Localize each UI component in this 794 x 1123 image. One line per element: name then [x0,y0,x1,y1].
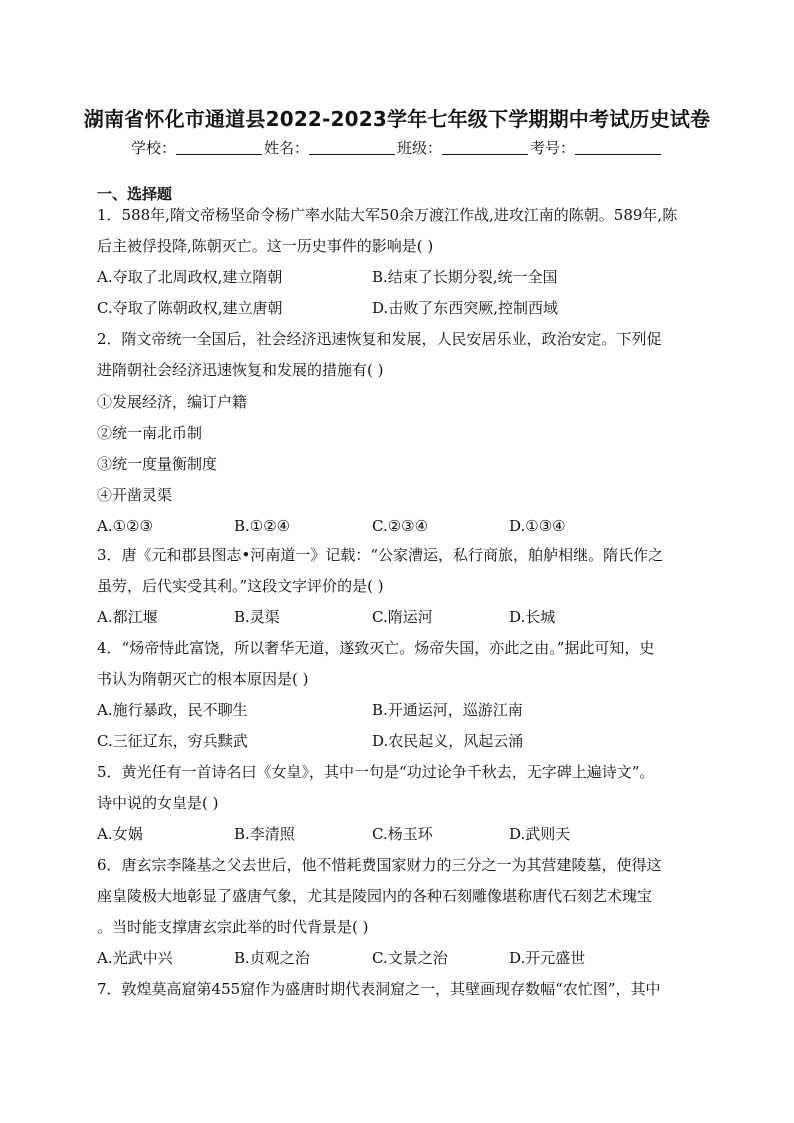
q4-stem-line1: 4．“炀帝恃此富饶，所以奢华无道，遂致灭亡。炀帝失国，亦此之由。”据此可知，史 [97,639,655,657]
q1-stem-line2: 后主被俘投降,陈朝灭亡。这一历史事件的影响是( ) [97,237,434,255]
q6-stem-line3: 。当时能支撑唐玄宗此举的时代背景是( ) [97,918,369,936]
name-blank[interactable] [309,140,395,155]
q5-stem-line2: 诗中说的女皇是( ) [97,794,219,812]
class-label: 班级： [397,139,443,157]
q6-option-a[interactable]: A.光武中兴 [97,949,173,967]
q4-option-b[interactable]: B.开通运河，巡游江南 [372,701,523,719]
number-blank[interactable] [575,140,661,155]
q5-option-b[interactable]: B.李清照 [234,825,295,843]
q6-stem-line1: 6．唐玄宗李隆基之父去世后，他不惜耗费国家财力的三分之一为其营建陵墓，使得这 [97,856,662,874]
number-label: 考号： [530,139,576,157]
q4-stem-line2: 书认为隋朝灭亡的根本原因是( ) [97,670,309,688]
q2-stem-line1: 2．隋文帝统一全国后，社会经济迅速恢复和发展，人民安居乐业，政治安定。下列促 [97,330,662,348]
q5-option-d[interactable]: D.武则天 [509,825,571,843]
student-info-line [0,137,794,158]
q2-option-d[interactable]: D.①③④ [509,517,566,535]
school-blank[interactable] [176,140,262,155]
section-heading: 一、选择题 [97,185,173,203]
q3-option-c[interactable]: C.隋运河 [372,608,433,626]
q1-stem-line1: 1．588年,隋文帝杨坚命令杨广率水陆大军50余万渡江作战,进攻江南的陈朝。589年,陈 [97,206,678,224]
q2-option-a[interactable]: A.①②③ [97,517,153,535]
q6-option-d[interactable]: D.开元盛世 [509,949,586,967]
q5-option-c[interactable]: C.杨玉环 [372,825,433,843]
q3-stem-line1: 3．唐《元和郡县图志•河南道一》记载：“公家漕运，私行商旅，舶舻相继。隋氏作之 [97,546,664,564]
q6-option-c[interactable]: C.文景之治 [372,949,448,967]
q6-option-b[interactable]: B.贞观之治 [234,949,310,967]
q1-option-a[interactable]: A.夺取了北周政权,建立隋朝 [97,268,283,286]
q5-option-a[interactable]: A.女娲 [97,825,143,843]
class-blank[interactable] [442,140,528,155]
q2-item-2: ②统一南北币制 [97,424,203,442]
q1-option-b[interactable]: B.结束了长期分裂,统一全国 [372,268,558,286]
q3-option-d[interactable]: D.长城 [509,608,556,626]
q2-item-3: ③统一度量衡制度 [97,455,218,473]
q2-option-c[interactable]: C.②③④ [372,517,429,535]
q1-option-d[interactable]: D.击败了东西突厥,控制西域 [372,299,559,317]
q5-stem-line1: 5．黄光任有一首诗名曰《女皇》，其中一句是“功过论争千秋去，无字碑上遍诗文”。 [97,763,655,781]
q7-stem-line1: 7．敦煌莫高窟第455窟作为盛唐时期代表洞窟之一，其壁画现存数幅“农忙图”，其中 [97,980,661,998]
q2-stem-line2: 进隋朝社会经济迅速恢复和发展的措施有( ) [97,361,384,379]
q6-stem-line2: 座皇陵极大地彰显了盛唐气象，尤其是陵园内的各种石刻雕像堪称唐代石刻艺术瑰宝 [97,887,653,905]
q2-option-b[interactable]: B.①②④ [234,517,291,535]
q3-stem-line2: 虽劳，后代实受其利。”这段文字评价的是( ) [97,577,384,595]
name-label: 姓名： [263,139,309,157]
q4-option-c[interactable]: C.三征辽东，穷兵黩武 [97,732,248,750]
q2-item-4: ④开凿灵渠 [97,486,173,504]
school-label: 学校： [130,139,176,157]
exam-title: 湖南省怀化市通道县2022-2023学年七年级下学期期中考试历史试卷 [83,107,711,131]
q1-option-c[interactable]: C.夺取了陈朝政权,建立唐朝 [97,299,283,317]
q2-item-1: ①发展经济，编订户籍 [97,393,248,411]
q3-option-b[interactable]: B.灵渠 [234,608,280,626]
q3-option-a[interactable]: A.都江堰 [97,608,158,626]
q4-option-d[interactable]: D.农民起义，风起云涌 [372,732,524,750]
q4-option-a[interactable]: A.施行暴政，民不聊生 [97,701,248,719]
